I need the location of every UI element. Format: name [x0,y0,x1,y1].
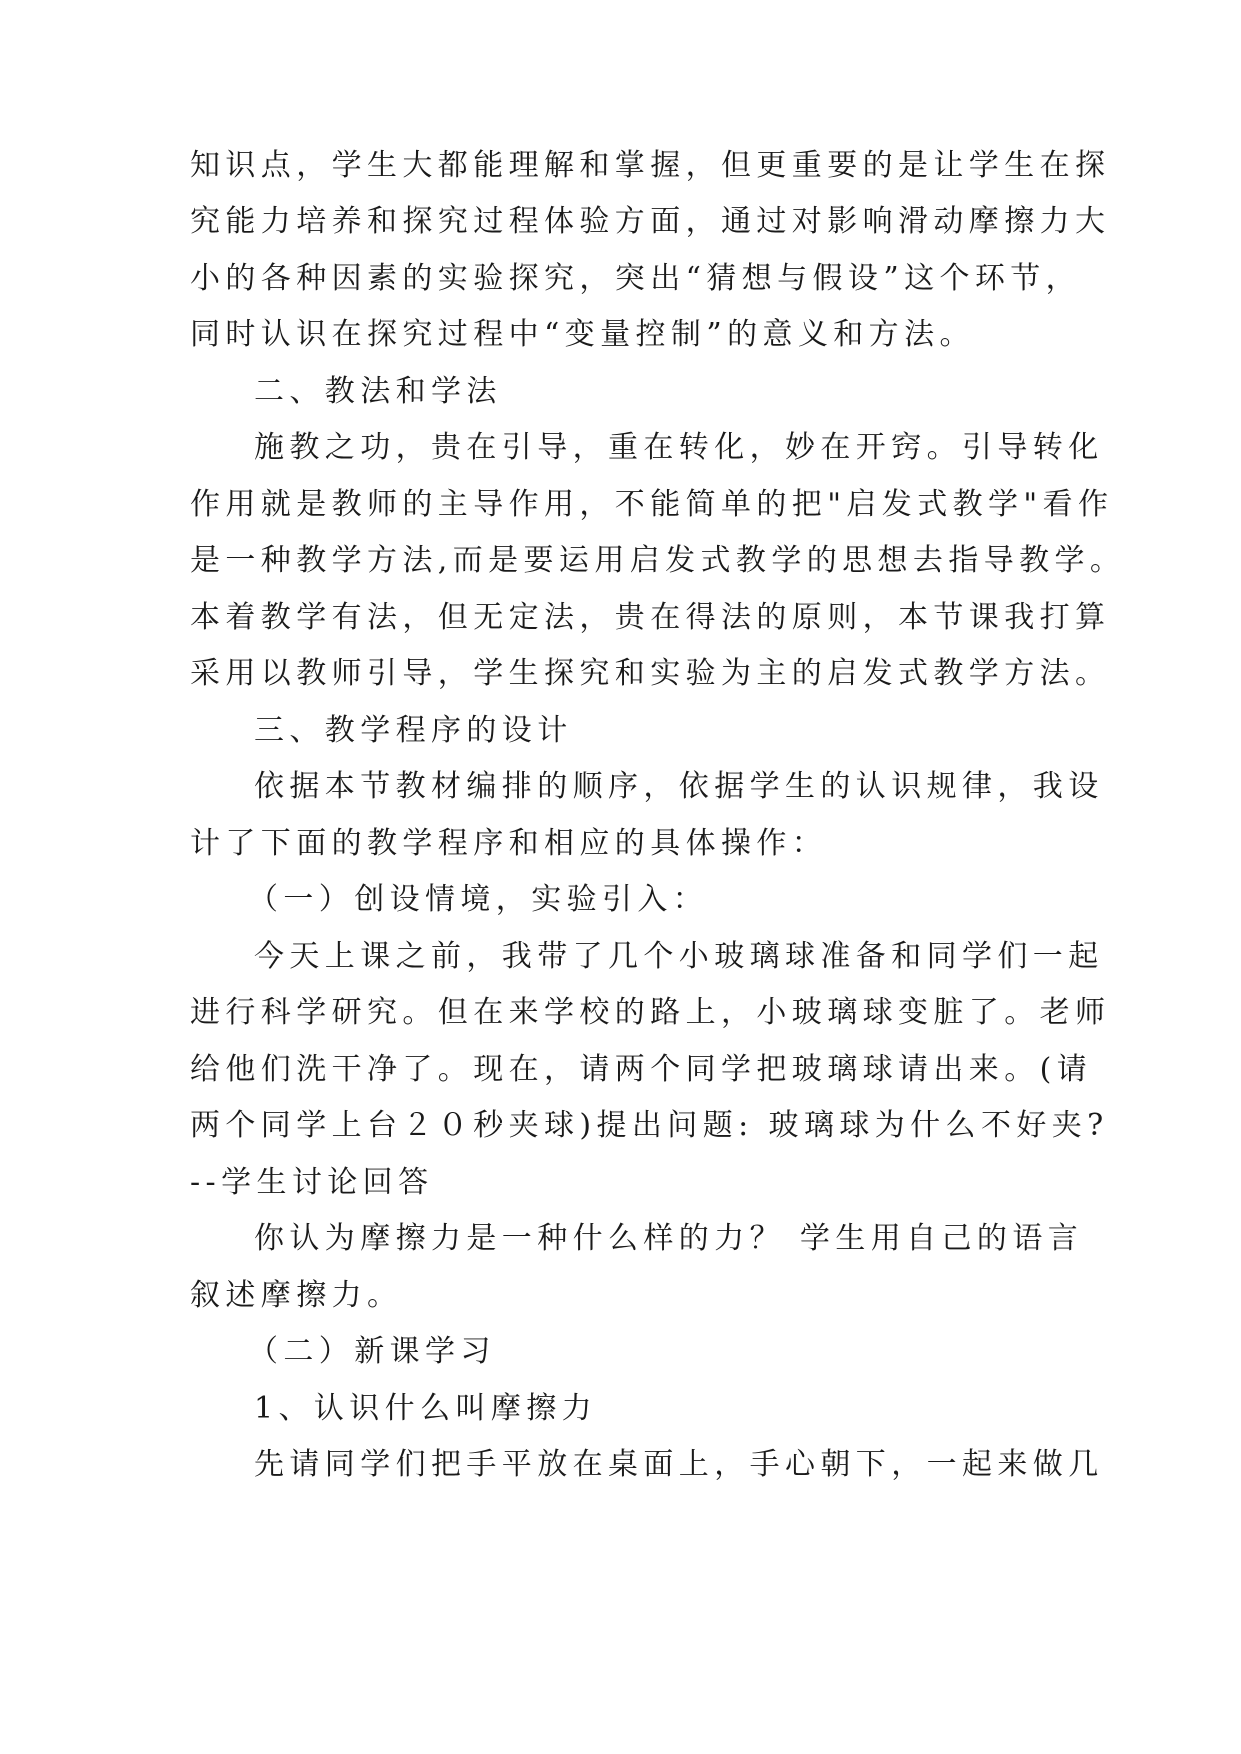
paragraph-line: 给他们洗干净了。现在，请两个同学把玻璃球请出来。(请 [190,1052,1093,1087]
paragraph-line: 施教之功，贵在引导，重在转化，妙在开窍。引导转化 [254,430,1104,465]
paragraph-line: 你认为摩擦力是一种什么样的力？ 学生用自己的语言 [254,1221,1084,1256]
paragraph-line: 作用就是教师的主导作用，不能简单的把"启发式教学"看作 [190,487,1114,522]
paragraph-line: 先请同学们把手平放在桌面上，手心朝下，一起来做几 [254,1447,1104,1482]
paragraph-line: 今天上课之前，我带了几个小玻璃球准备和同学们一起 [254,939,1104,974]
paragraph-line: 采用以教师引导，学生探究和实验为主的启发式教学方法。 [190,656,1111,691]
paragraph-line: 计了下面的教学程序和相应的具体操作： [190,826,828,861]
paragraph-line: 进行科学研究。但在来学校的路上，小玻璃球变脏了。老师 [190,995,1111,1030]
paragraph-line: 叙述摩擦力。 [190,1278,403,1313]
section-heading: 二、教法和学法 [254,374,502,409]
paragraph-line: 小的各种因素的实验探究，突出“猜想与假设”这个环节， [190,261,1082,296]
paragraph-line: 究能力培养和探究过程体验方面，通过对影响滑动摩擦力大 [190,204,1111,239]
paragraph-line: 知识点，学生大都能理解和掌握，但更重要的是让学生在探 [190,148,1111,183]
paragraph-line: 本着教学有法，但无定法，贵在得法的原则，本节课我打算 [190,600,1111,635]
section-heading: 三、教学程序的设计 [254,713,573,748]
subsection-heading: （二）新课学习 [248,1334,496,1369]
subsection-heading: （一）创设情境，实验引入： [248,882,709,917]
paragraph-line: --学生讨论回答 [190,1165,434,1200]
paragraph-line: 依据本节教材编排的顺序，依据学生的认识规律，我设 [254,769,1104,804]
item-heading: 1、认识什么叫摩擦力 [254,1391,598,1426]
paragraph-line: 是一种教学方法,而是要运用启发式教学的思想去指导教学。 [190,543,1126,578]
paragraph-line: 同时认识在探究过程中“变量控制”的意义和方法。 [190,317,975,352]
paragraph-line: 两个同学上台２０秒夹球)提出问题: 玻璃球为什么不好夹? [190,1108,1109,1143]
